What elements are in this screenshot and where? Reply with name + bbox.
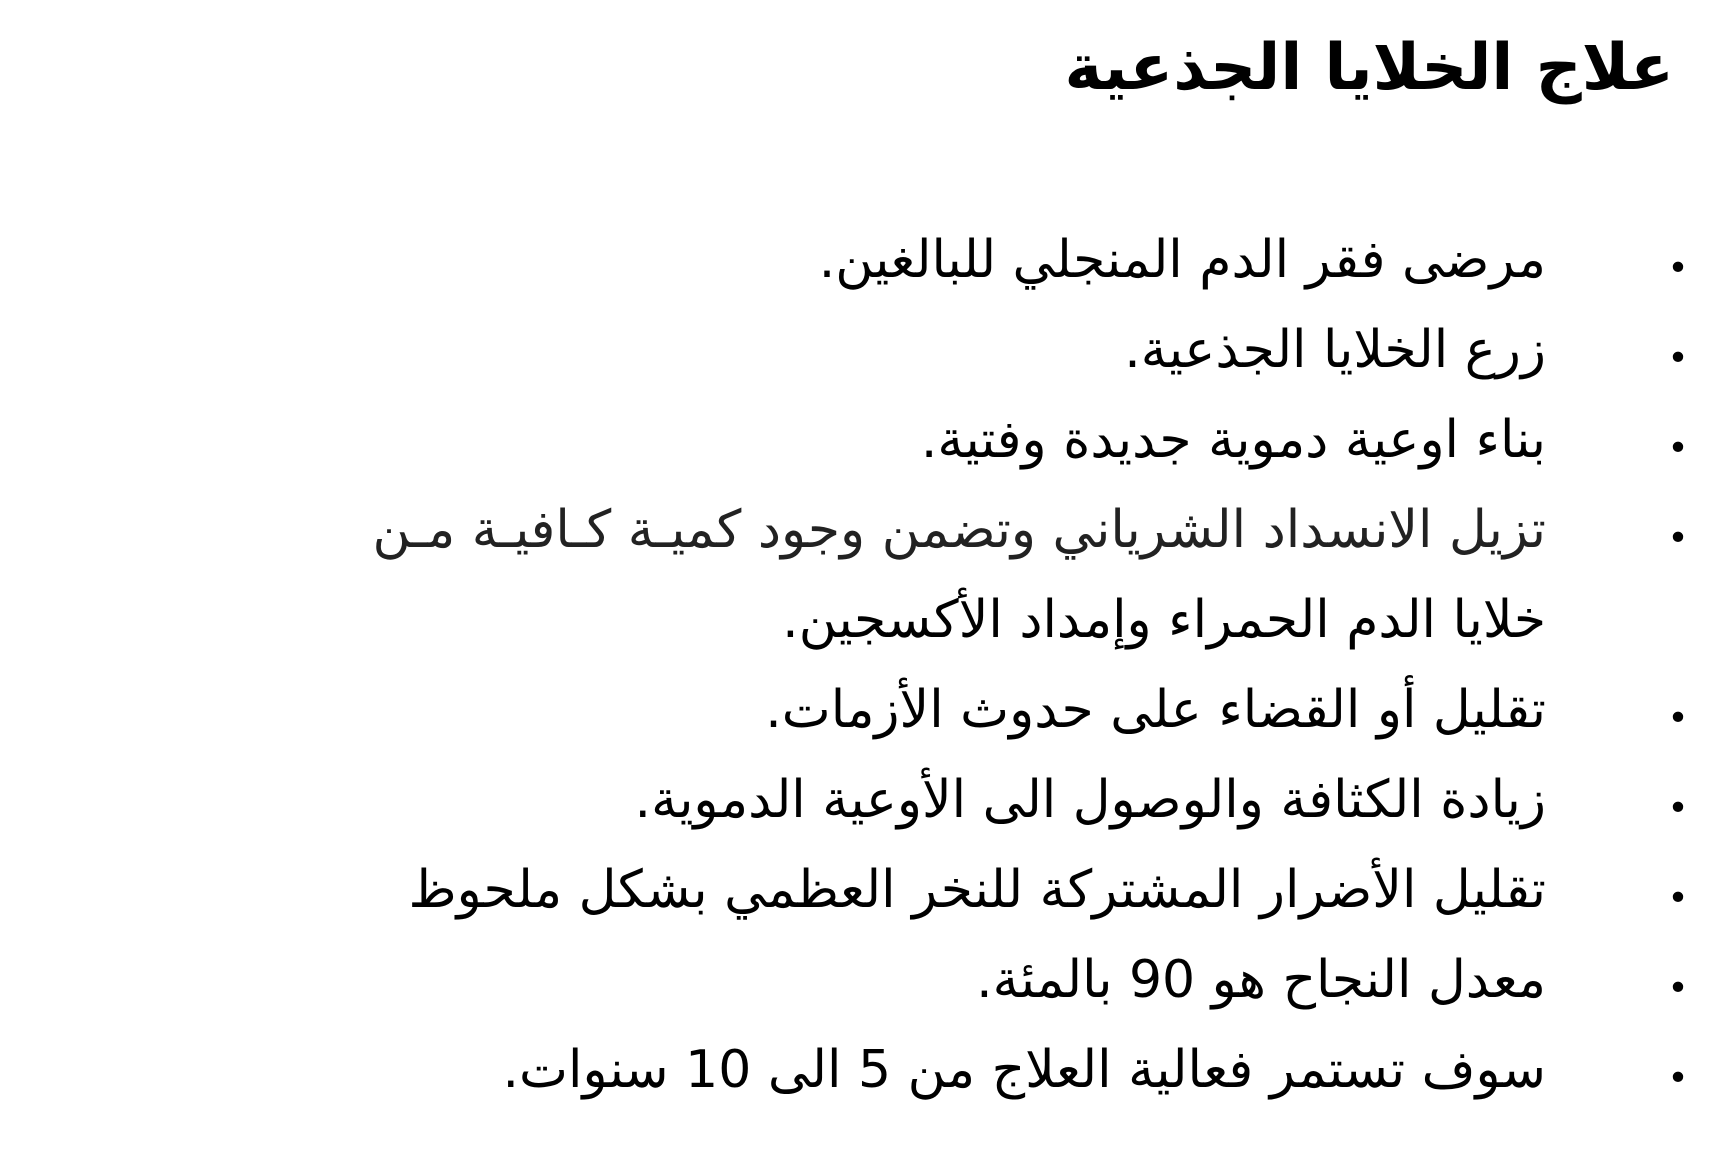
bullet-icon: • — [1667, 428, 1689, 469]
list-item — [0, 1025, 1714, 1115]
bullet-text: معدل النجاح هو 90 بالمئة. — [976, 950, 1546, 1010]
bullet-icon: • — [1667, 788, 1689, 829]
list-item — [0, 755, 1714, 845]
bullet-text: زرع الخلايا الجذعية. — [1124, 320, 1546, 380]
bullet-icon: • — [1667, 338, 1689, 379]
bullet-text-line-2: خلايا الدم الحمراء وإمداد الأكسجين. — [782, 590, 1546, 650]
list-item — [0, 665, 1714, 755]
bullet-text: تقليل أو القضاء على حدوث الأزمات. — [765, 680, 1546, 740]
list-item — [0, 305, 1714, 395]
list-item — [0, 485, 1714, 665]
list-item — [0, 845, 1714, 935]
bullet-text — [16, 485, 1546, 665]
slide-title: علاج الخلايا الجذعية — [1064, 31, 1674, 105]
list-item — [0, 395, 1714, 485]
bullet-text-line-1: تزيل الانسداد الشرياني وتضمن وجود كميـة كـافيـة مـن — [372, 500, 1546, 560]
bullet-icon: • — [1667, 698, 1689, 739]
bullet-icon: • — [1667, 968, 1689, 1009]
bullet-list — [0, 215, 1714, 1115]
bullet-text: مرضى فقر الدم المنجلي للبالغين. — [818, 230, 1546, 290]
bullet-icon: • — [1667, 878, 1689, 919]
bullet-text: زيادة الكثافة والوصول الى الأوعية الدموية. — [634, 770, 1546, 830]
list-item — [0, 215, 1714, 305]
list-item — [0, 935, 1714, 1025]
bullet-icon: • — [1667, 1058, 1689, 1099]
bullet-text: تقليل الأضرار المشتركة للنخر العظمي بشكل ملحوظ — [408, 860, 1546, 920]
bullet-icon: • — [1667, 518, 1689, 559]
bullet-text: سوف تستمر فعالية العلاج من 5 الى 10 سنوات. — [502, 1040, 1546, 1100]
bullet-icon: • — [1667, 248, 1689, 289]
bullet-text: بناء اوعية دموية جديدة وفتية. — [920, 410, 1546, 470]
